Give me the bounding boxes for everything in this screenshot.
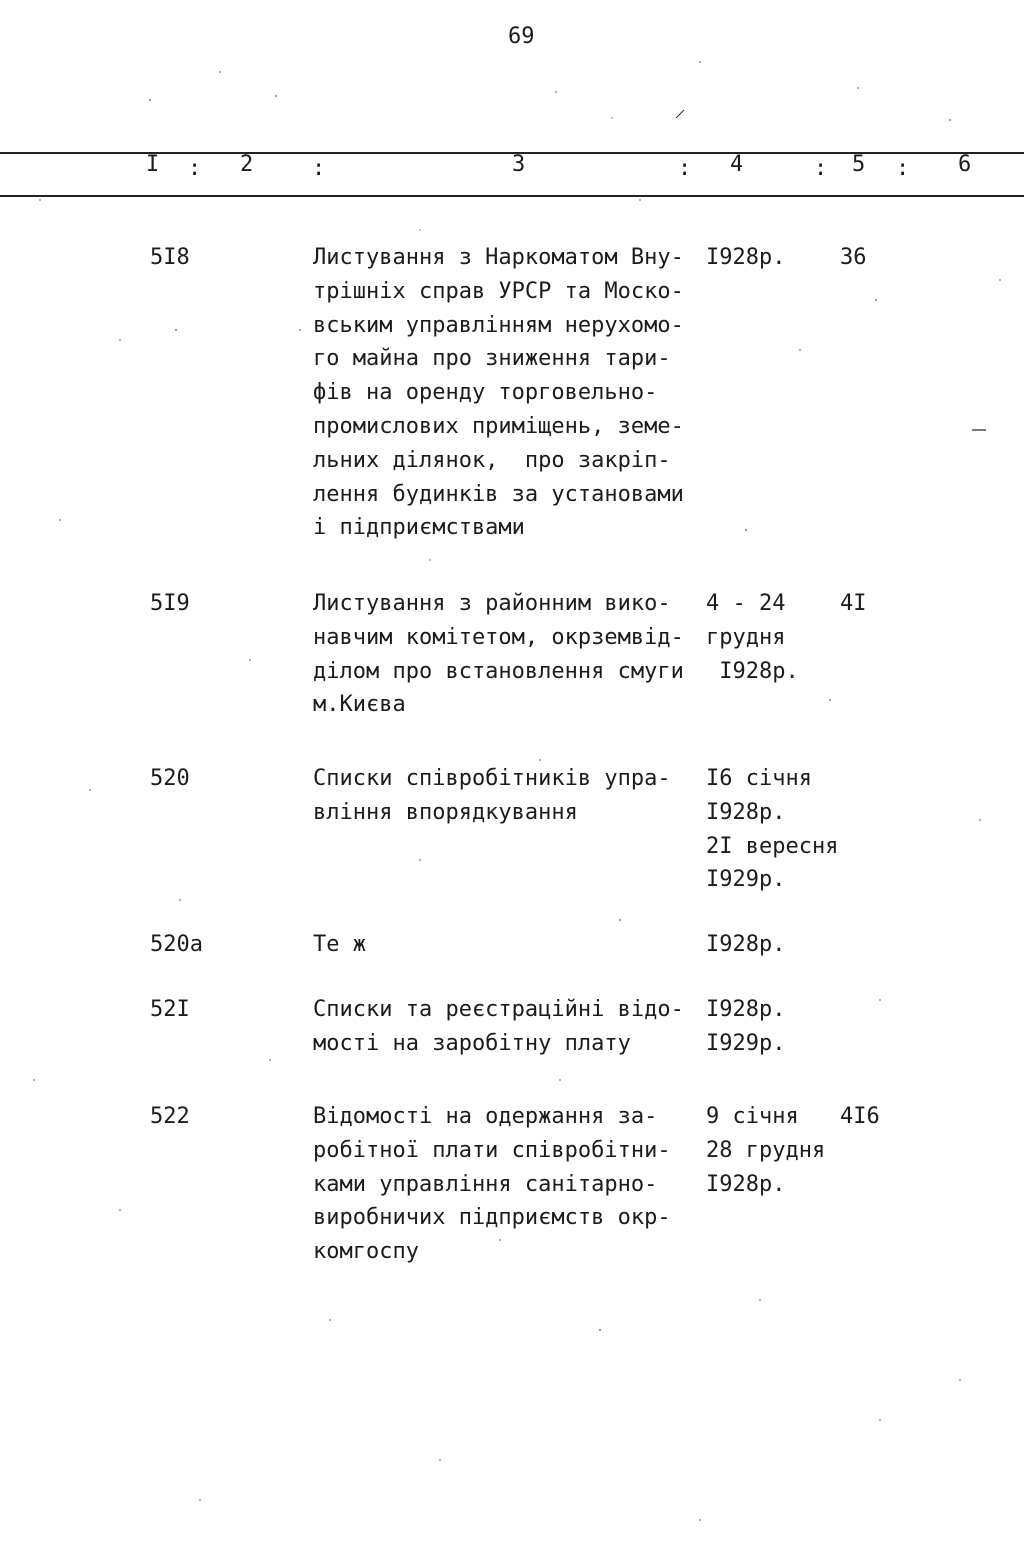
column-header-6: 6 [958, 152, 972, 177]
case-dates: 9 січня 28 грудня I928р. [706, 1104, 826, 1197]
case-sheet-count: 4I6 [840, 1104, 880, 1129]
column-separator: : [896, 156, 910, 181]
column-header-2: 2 [240, 152, 254, 177]
case-dates: I928р. [706, 932, 786, 957]
column-header-5: 5 [852, 152, 866, 177]
case-dates: I6 січня I928р. 2I вересня I929р. [706, 766, 839, 893]
column-separator: : [312, 156, 326, 181]
column-separator: : [678, 156, 692, 181]
case-title: Листування з Наркоматом Вну- трішніх справ УРСР та Моско- вським управлінням нерухомо- го майна про зниження тари- фів на оренду торговельно- промислових приміщень, земе- льних ділянок, про закріп- лення будинків за установами і підприємствами [313, 245, 684, 541]
case-number: 5I8 [150, 245, 190, 270]
case-title: Відомості на одержання за- робітної плати співробітни- ками управління санітарно- виробничих підприємств окр- комгоспу [313, 1104, 671, 1265]
case-number: 520а [150, 932, 203, 957]
case-title: Те ж [313, 932, 366, 957]
case-title: Списки та реєстраційні відо- мості на заробітну плату [313, 997, 684, 1056]
column-header-1: I [146, 152, 160, 177]
column-separator: : [188, 156, 202, 181]
column-separator: : [814, 156, 828, 181]
page-number: 69 [508, 24, 535, 49]
case-title: Списки співробітників упра- вління впорядкування [313, 766, 671, 825]
case-number: 522 [150, 1104, 190, 1129]
case-dates: I928р. [706, 245, 786, 270]
case-sheet-count: 4I [840, 591, 867, 616]
column-header-3: 3 [512, 152, 526, 177]
case-dates: 4 - 24 грудня I928р. [706, 591, 799, 684]
column-header-4: 4 [730, 152, 744, 177]
case-title: Листування з районним вико- навчим комітетом, окрземвід- ділом про встановлення смуги м.Києва [313, 591, 684, 718]
case-sheet-count: 36 [840, 245, 867, 270]
case-number: 5I9 [150, 591, 190, 616]
case-number: 520 [150, 766, 190, 791]
case-dates: I928р. I929р. [706, 997, 786, 1056]
case-number: 52I [150, 997, 190, 1022]
